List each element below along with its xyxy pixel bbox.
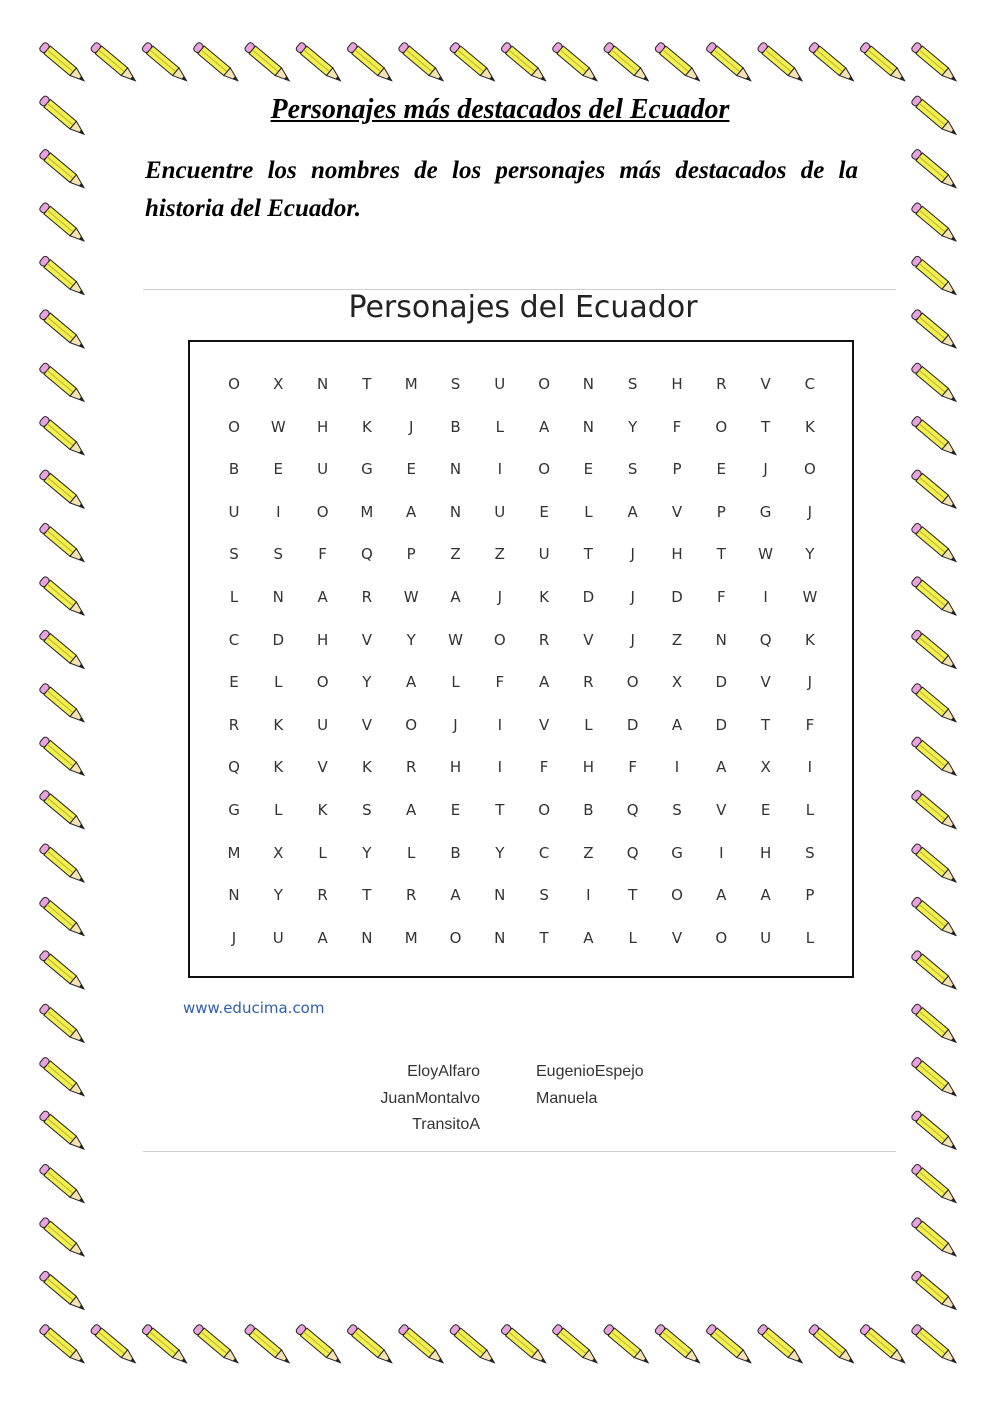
grid-letter[interactable]: U (538, 545, 550, 564)
grid-letter[interactable]: U (494, 502, 506, 521)
grid-letter[interactable]: H (671, 545, 683, 564)
grid-letter[interactable]: A (716, 758, 727, 777)
pencil-icon (911, 415, 960, 459)
word-list-item: TransitoA (412, 1116, 480, 1133)
grid-letter[interactable]: H (316, 630, 329, 649)
pencil-icon (757, 42, 806, 86)
source-link[interactable]: www.educima.com (183, 999, 325, 1017)
grid-letter[interactable]: I (497, 715, 503, 734)
grid-letter[interactable]: A (317, 588, 328, 606)
grid-letter[interactable]: W (448, 630, 463, 649)
grid-letter[interactable]: O (626, 673, 639, 692)
pencil-icon (552, 1324, 601, 1368)
grid-letter[interactable]: Y (628, 417, 638, 436)
grid-letter[interactable]: R (716, 375, 727, 393)
grid-letter[interactable]: L (229, 588, 239, 606)
grid-letter[interactable]: E (539, 502, 549, 521)
pencil-icon (39, 576, 88, 620)
pencil-icon (90, 42, 139, 86)
pencil-icon (39, 202, 88, 246)
grid-letter[interactable]: O (405, 715, 418, 734)
grid-letter[interactable]: H (449, 758, 462, 777)
grid-letter[interactable]: I (719, 843, 724, 862)
grid-letter[interactable]: E (583, 460, 594, 479)
pencil-icon (808, 42, 857, 86)
grid-letter[interactable]: B (450, 417, 461, 436)
grid-letter[interactable]: V (760, 673, 771, 692)
grid-letter[interactable]: V (538, 715, 550, 734)
pencil-icon (39, 522, 88, 566)
word-list-left (380, 1059, 480, 1139)
grid-letter[interactable]: O (538, 375, 550, 393)
grid-letter[interactable]: J (497, 588, 503, 606)
grid-letter[interactable]: W (403, 588, 419, 606)
grid-letter[interactable]: J (807, 502, 813, 521)
grid-letter[interactable]: I (497, 758, 503, 777)
pencil-icon (39, 1217, 88, 1261)
grid-letter[interactable]: Q (360, 545, 373, 564)
grid-letter[interactable]: I (276, 502, 281, 521)
grid-letter[interactable]: X (760, 758, 771, 777)
grid-letter[interactable]: N (494, 928, 506, 947)
grid-letter[interactable]: R (583, 673, 594, 692)
grid-letter[interactable]: M (404, 375, 418, 393)
grid-letter[interactable]: U (494, 375, 506, 393)
grid-letter[interactable]: J (453, 715, 458, 734)
grid-letter[interactable]: L (495, 417, 504, 436)
grid-letter[interactable]: V (317, 758, 328, 777)
grid-letter[interactable]: D (582, 588, 595, 606)
grid-letter[interactable]: O (715, 928, 728, 947)
pencil-icon (500, 42, 549, 86)
word-list-item: JuanMontalvo (380, 1089, 480, 1107)
pencil-icon (39, 629, 88, 673)
grid-letter[interactable]: K (361, 758, 372, 777)
pencil-icon (39, 736, 88, 780)
grid-letter[interactable]: Q (228, 758, 240, 777)
grid-letter[interactable]: J (763, 460, 768, 479)
grid-letter[interactable]: L (318, 843, 327, 862)
grid-letter[interactable]: N (494, 886, 506, 905)
grid-letter[interactable]: S (627, 460, 638, 479)
grid-letter[interactable]: W (802, 588, 818, 606)
grid-letter[interactable]: G (361, 460, 373, 479)
grid-letter[interactable]: V (671, 928, 683, 947)
grid-letter[interactable]: L (407, 843, 416, 862)
pencil-icon (39, 1110, 88, 1154)
grid-letter[interactable]: A (450, 588, 461, 606)
grid-letter[interactable]: L (584, 502, 593, 521)
pencil-icon (808, 1324, 857, 1368)
grid-letter[interactable]: C (538, 843, 550, 862)
grid-letter[interactable]: E (450, 801, 461, 819)
grid-letter[interactable]: A (538, 673, 550, 692)
pencil-icon (346, 42, 395, 86)
grid-letter[interactable]: V (760, 375, 771, 393)
grid-letter[interactable]: S (805, 843, 815, 862)
grid-letter[interactable]: L (584, 715, 593, 734)
pencil-icon (449, 1324, 498, 1368)
grid-letter[interactable]: O (803, 460, 816, 479)
grid-letter[interactable]: D (671, 588, 683, 606)
pencil-icon (39, 42, 88, 86)
grid-letter[interactable]: Y (273, 886, 283, 905)
grid-letter[interactable]: N (715, 630, 727, 649)
grid-letter[interactable]: O (715, 417, 728, 436)
grid-letter[interactable]: I (586, 886, 591, 905)
grid-letter[interactable]: J (630, 545, 635, 564)
grid-letter[interactable]: R (538, 630, 550, 649)
grid-letter[interactable]: O (316, 502, 329, 521)
word-list-item: EugenioEspejo (536, 1063, 644, 1080)
grid-letter[interactable]: S (539, 886, 549, 905)
grid-letter[interactable]: R (317, 886, 328, 905)
grid-letter[interactable]: A (671, 715, 683, 734)
pencil-icon (39, 1003, 88, 1047)
word-list-right (536, 1059, 644, 1112)
pencil-icon (911, 1056, 960, 1100)
grid-letter[interactable]: F (318, 545, 327, 564)
pencil-icon (911, 522, 960, 566)
grid-letter[interactable]: E (229, 673, 239, 692)
grid-letter[interactable]: U (317, 715, 329, 734)
pencil-icon (911, 1110, 960, 1154)
grid-letter[interactable]: J (807, 673, 813, 692)
grid-letter[interactable]: F (672, 417, 682, 436)
grid-letter[interactable]: G (759, 502, 772, 521)
grid-letter[interactable]: J (231, 928, 237, 947)
grid-letter[interactable]: P (716, 502, 726, 521)
grid-letter[interactable]: I (674, 758, 680, 777)
grid-letter[interactable]: T (628, 886, 638, 905)
pencil-icon (911, 629, 960, 673)
pencil-icon (398, 42, 447, 86)
pencil-icon (39, 789, 88, 833)
grid-letter[interactable]: U (228, 502, 240, 521)
grid-letter[interactable]: L (274, 801, 283, 819)
pencil-icon (757, 1324, 806, 1368)
grid-letter[interactable]: K (273, 758, 284, 777)
grid-letter[interactable]: L (451, 673, 460, 692)
grid-letter[interactable]: C (804, 375, 816, 393)
grid-letter[interactable]: H (316, 417, 329, 436)
grid-letter[interactable]: X (273, 843, 284, 862)
pencil-icon (911, 896, 960, 940)
grid-letter[interactable]: M (404, 928, 418, 947)
grid-letter[interactable]: V (361, 630, 373, 649)
grid-letter[interactable]: R (405, 886, 417, 905)
pencil-icon (552, 42, 601, 86)
grid-letter[interactable]: T (761, 715, 771, 734)
pencil-icon (39, 415, 88, 459)
pencil-icon (911, 736, 960, 780)
grid-letter[interactable]: T (583, 545, 593, 564)
pencil-icon (859, 42, 908, 86)
divider-bottom (143, 1151, 896, 1152)
grid-letter[interactable]: O (493, 630, 506, 649)
pencil-icon (398, 1324, 447, 1368)
grid-letter[interactable]: I (763, 588, 768, 606)
grid-letter[interactable]: S (450, 375, 461, 393)
pencil-icon (39, 362, 88, 406)
grid-letter[interactable]: M (227, 843, 241, 862)
grid-letter[interactable]: J (630, 588, 635, 606)
word-search-grid-box (188, 340, 854, 978)
grid-letter[interactable]: N (582, 417, 594, 436)
grid-letter[interactable]: L (805, 801, 815, 819)
grid-letter[interactable]: P (406, 545, 416, 564)
grid-letter[interactable]: P (805, 886, 815, 905)
grid-letter[interactable]: A (716, 886, 727, 905)
grid-letter[interactable]: B (583, 801, 594, 819)
grid-letter[interactable]: R (405, 758, 417, 777)
grid-letter[interactable]: T (539, 928, 549, 947)
word-search-grid (190, 342, 852, 976)
grid-letter[interactable]: Z (583, 843, 594, 862)
grid-letter[interactable]: X (671, 673, 683, 692)
instructions-text: Encuentre los nombres de los personajes más destacados de la historia del Ecuador. (145, 157, 858, 222)
grid-letter[interactable]: U (760, 928, 772, 947)
pencil-icon (39, 1056, 88, 1100)
grid-letter[interactable]: K (317, 801, 328, 819)
grid-letter[interactable]: Q (626, 843, 639, 862)
grid-letter[interactable]: A (538, 417, 550, 436)
pencil-icon (346, 1324, 395, 1368)
pencil-icon (141, 1324, 190, 1368)
grid-letter[interactable]: O (671, 886, 683, 905)
grid-letter[interactable]: E (406, 460, 416, 479)
grid-letter[interactable]: F (716, 588, 726, 606)
pencil-icon (705, 42, 754, 86)
pencil-icon (911, 683, 960, 727)
grid-letter[interactable]: O (538, 460, 550, 479)
grid-letter[interactable]: E (273, 460, 284, 479)
grid-letter[interactable]: O (538, 801, 550, 819)
word-list-item: Manuela (536, 1089, 598, 1107)
pencil-icon (654, 1324, 703, 1368)
word-list-item: EloyAlfaro (407, 1063, 480, 1080)
grid-letter[interactable]: A (406, 502, 417, 521)
grid-letter[interactable]: O (228, 375, 240, 393)
pencil-icon (911, 576, 960, 620)
pencil-icon (603, 1324, 652, 1368)
grid-letter[interactable]: K (273, 715, 284, 734)
grid-letter[interactable]: W (758, 545, 774, 564)
pencil-icon (449, 42, 498, 86)
grid-letter[interactable]: A (450, 886, 461, 905)
grid-letter[interactable]: T (761, 417, 771, 436)
grid-letter[interactable]: E (760, 801, 771, 819)
grid-letter[interactable]: A (406, 673, 417, 692)
grid-letter[interactable]: O (228, 417, 240, 436)
pencil-icon (39, 896, 88, 940)
grid-letter[interactable]: K (539, 588, 550, 606)
grid-letter[interactable]: S (627, 375, 638, 393)
grid-letter[interactable]: Q (626, 801, 639, 819)
pencil-icon (500, 1324, 549, 1368)
grid-letter[interactable]: I (807, 758, 813, 777)
grid-letter[interactable]: K (361, 417, 372, 436)
grid-letter[interactable]: L (628, 928, 637, 947)
grid-letter[interactable]: N (228, 886, 240, 905)
grid-letter[interactable]: I (497, 460, 503, 479)
grid-letter[interactable]: A (583, 928, 594, 947)
grid-letter[interactable]: Y (362, 843, 372, 862)
grid-letter[interactable]: N (272, 588, 284, 606)
pencil-icon (39, 950, 88, 994)
grid-letter[interactable]: A (406, 801, 417, 819)
grid-letter[interactable]: Z (671, 630, 683, 649)
grid-letter[interactable]: N (316, 375, 329, 393)
grid-letter[interactable]: E (716, 460, 727, 479)
grid-letter[interactable]: R (228, 715, 240, 734)
grid-letter[interactable]: T (495, 801, 505, 819)
grid-letter[interactable]: B (450, 843, 461, 862)
grid-letter[interactable]: A (760, 886, 771, 905)
pencil-icon (911, 1163, 960, 1207)
pencil-icon (39, 683, 88, 727)
grid-letter[interactable]: G (228, 801, 240, 819)
grid-letter[interactable]: Y (495, 843, 505, 862)
pencil-icon (911, 362, 960, 406)
grid-letter[interactable]: V (671, 502, 683, 521)
pencil-icon (141, 42, 190, 86)
pencil-icon (911, 1324, 960, 1368)
grid-letter[interactable]: T (362, 375, 372, 393)
grid-letter[interactable]: X (273, 375, 284, 393)
pencil-icon (859, 1324, 908, 1368)
grid-letter[interactable]: N (582, 375, 594, 393)
grid-letter[interactable]: V (583, 630, 594, 649)
grid-letter[interactable]: B (228, 460, 240, 479)
pencil-icon (911, 202, 960, 246)
grid-letter[interactable]: Y (362, 673, 372, 692)
grid-letter[interactable]: G (671, 843, 683, 862)
puzzle-title: Personajes del Ecuador (348, 290, 698, 325)
grid-letter[interactable]: N (449, 502, 462, 521)
pencil-icon (39, 469, 88, 513)
pencil-icon (192, 1324, 241, 1368)
pencil-icon (654, 42, 703, 86)
grid-letter[interactable]: N (449, 460, 462, 479)
pencil-icon (39, 148, 88, 192)
grid-letter[interactable]: A (317, 928, 328, 947)
pencil-icon (911, 950, 960, 994)
pencil-icon (192, 42, 241, 86)
pencil-icon (295, 42, 344, 86)
grid-letter[interactable]: S (273, 545, 284, 564)
pencil-icon (911, 1217, 960, 1261)
grid-letter[interactable]: U (317, 460, 329, 479)
pencil-icon (911, 843, 960, 887)
grid-letter[interactable]: M (360, 502, 374, 521)
grid-letter[interactable]: D (715, 715, 728, 734)
grid-letter[interactable]: H (671, 375, 683, 393)
page-title: Personajes más destacados del Ecuador (270, 94, 730, 125)
grid-letter[interactable]: L (274, 673, 283, 692)
grid-letter[interactable]: K (804, 630, 815, 649)
pencil-icon (39, 1163, 88, 1207)
grid-letter[interactable]: F (805, 715, 815, 734)
pencil-icon (911, 148, 960, 192)
pencil-icon (911, 1270, 960, 1314)
pencil-icon (705, 1324, 754, 1368)
pencil-icon (911, 789, 960, 833)
grid-letter[interactable]: L (805, 928, 815, 947)
grid-letter[interactable]: Z (494, 545, 505, 564)
grid-letter[interactable]: R (361, 588, 373, 606)
grid-letter[interactable]: S (229, 545, 239, 564)
grid-letter[interactable]: U (272, 928, 284, 947)
grid-letter[interactable]: V (361, 715, 373, 734)
pencil-icon (90, 1324, 139, 1368)
grid-letter[interactable]: D (626, 715, 639, 734)
grid-letter[interactable]: H (759, 843, 772, 862)
pencil-icon (39, 1270, 88, 1314)
grid-letter[interactable]: J (630, 630, 635, 649)
grid-letter[interactable]: F (539, 758, 549, 777)
grid-letter[interactable]: W (270, 417, 286, 436)
grid-letter[interactable]: V (716, 801, 727, 819)
grid-letter[interactable]: K (804, 417, 815, 436)
grid-letter[interactable]: D (715, 673, 728, 692)
grid-letter[interactable]: S (362, 801, 372, 819)
grid-letter[interactable]: D (272, 630, 285, 649)
pencil-icon (39, 1324, 88, 1368)
pencil-icon (295, 1324, 344, 1368)
grid-letter[interactable]: A (627, 502, 638, 521)
pencil-icon (603, 42, 652, 86)
grid-letter[interactable]: J (408, 417, 414, 436)
grid-letter[interactable]: O (449, 928, 462, 947)
grid-letter[interactable]: H (582, 758, 595, 777)
grid-letter[interactable]: T (362, 886, 372, 905)
pencil-icon (39, 843, 88, 887)
grid-letter[interactable]: S (672, 801, 682, 819)
grid-letter[interactable]: Y (805, 545, 815, 564)
grid-letter[interactable]: F (495, 673, 505, 692)
grid-letter[interactable]: T (716, 545, 726, 564)
pencil-icon (244, 42, 293, 86)
grid-letter[interactable]: P (672, 460, 682, 479)
pencil-icon (911, 1003, 960, 1047)
grid-letter[interactable]: N (361, 928, 373, 947)
grid-letter[interactable]: Y (406, 630, 416, 649)
grid-letter[interactable]: Z (450, 545, 461, 564)
pencil-icon (911, 469, 960, 513)
grid-letter[interactable]: Q (759, 630, 772, 649)
pencil-icon (244, 1324, 293, 1368)
grid-letter[interactable]: C (228, 630, 240, 649)
grid-letter[interactable]: F (628, 758, 637, 777)
grid-letter[interactable]: O (316, 673, 329, 692)
pencil-icon (911, 42, 960, 86)
